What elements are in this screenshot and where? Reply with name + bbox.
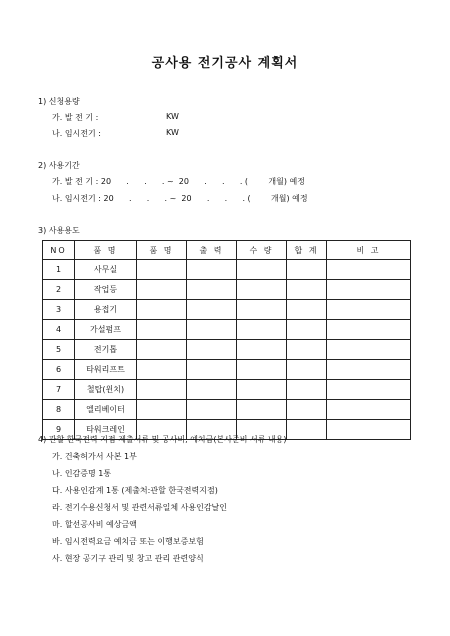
section4-item: 가. 건축허가서 사본 1부 — [52, 452, 137, 461]
table-header-cell: 품 명 — [137, 241, 187, 260]
table-cell — [327, 360, 411, 380]
table-cell — [237, 280, 287, 300]
table-cell — [137, 260, 187, 280]
table-row — [43, 360, 411, 380]
section4-item: 나. 인감증명 1통 — [52, 469, 112, 478]
table-cell — [287, 420, 327, 440]
table-cell — [187, 280, 237, 300]
table-cell — [327, 320, 411, 340]
section1-heading: 1) 신청용량 — [38, 97, 80, 106]
row-item-name: 가설펌프 — [75, 320, 137, 340]
table-header-cell: 비 고 — [327, 241, 411, 260]
section4-heading: 4) 관할 한국전력 지점 제출서류 및 공사비, 예치금(본사준비 서류 내용) — [38, 435, 287, 444]
section4-item: 다. 사용인감계 1통 (제출처:관할 한국전력지점) — [52, 486, 218, 495]
table-cell — [137, 400, 187, 420]
table-cell — [137, 300, 187, 320]
table-header-row — [43, 241, 411, 260]
row-item-name: 철탑(윈치) — [75, 380, 137, 400]
table-cell — [237, 380, 287, 400]
table-cell — [237, 260, 287, 280]
row-item-name: 전기톱 — [75, 340, 137, 360]
table-cell — [287, 380, 327, 400]
table-header-cell: NO — [43, 241, 75, 260]
table-cell — [327, 280, 411, 300]
table-cell — [287, 400, 327, 420]
row-number: 8 — [43, 400, 75, 420]
table-cell — [237, 360, 287, 380]
row-item-name: 타워크레인 — [75, 420, 137, 440]
row-item-name: 용접기 — [75, 300, 137, 320]
table-cell — [287, 260, 327, 280]
table-cell — [137, 280, 187, 300]
table-cell — [187, 300, 237, 320]
section1-row-unit: KW — [166, 112, 179, 121]
table-cell — [237, 320, 287, 340]
table-cell — [137, 320, 187, 340]
table-header-cell: 출 력 — [187, 241, 237, 260]
row-number: 7 — [43, 380, 75, 400]
table-row — [43, 380, 411, 400]
section4-item: 사. 현장 공기구 관리 및 창고 관리 관련양식 — [52, 554, 204, 563]
table-cell — [137, 340, 187, 360]
table-cell — [137, 360, 187, 380]
section2-row: 나. 임시전기 : 20 . . . ~ 20 . . . ( 개월) 예정 — [52, 194, 308, 203]
table-cell — [237, 300, 287, 320]
table-cell — [187, 320, 237, 340]
table-cell — [237, 340, 287, 360]
section2-heading: 2) 사용기간 — [38, 161, 80, 170]
row-item-name: 엘리베이터 — [75, 400, 137, 420]
row-item-name: 타워리프트 — [75, 360, 137, 380]
table-cell — [287, 280, 327, 300]
section1-row-label: 나. 임시전기 : — [52, 129, 101, 138]
usage-table — [42, 240, 411, 440]
row-number: 9 — [43, 420, 75, 440]
table-cell — [327, 380, 411, 400]
table-cell — [327, 300, 411, 320]
table-row — [43, 340, 411, 360]
row-number: 6 — [43, 360, 75, 380]
section3-heading: 3) 사용용도 — [38, 226, 80, 235]
row-number: 5 — [43, 340, 75, 360]
section4-item: 마. 할선공사비 예상금액 — [52, 520, 137, 529]
section4-item: 라. 전기수용신청서 및 관련서류일체 사용인감날인 — [52, 503, 228, 512]
table-cell — [187, 260, 237, 280]
table-cell — [287, 360, 327, 380]
table-cell — [187, 380, 237, 400]
table-row — [43, 320, 411, 340]
row-number: 1 — [43, 260, 75, 280]
table-cell — [287, 340, 327, 360]
table-cell — [187, 360, 237, 380]
table-cell — [137, 380, 187, 400]
section1-row-label: 가. 발 전 기 : — [52, 113, 99, 122]
row-number: 4 — [43, 320, 75, 340]
table-header-cell: 품 명 — [75, 241, 137, 260]
table-row — [43, 300, 411, 320]
table-cell — [327, 260, 411, 280]
table-cell — [287, 300, 327, 320]
table-cell — [187, 340, 237, 360]
table-row — [43, 260, 411, 280]
table-cell — [327, 340, 411, 360]
row-item-name: 사무실 — [75, 260, 137, 280]
row-number: 3 — [43, 300, 75, 320]
table-cell — [237, 400, 287, 420]
table-header-cell: 합 계 — [287, 241, 327, 260]
section1-row-unit: KW — [166, 128, 179, 137]
table-row — [43, 280, 411, 300]
table-row — [43, 400, 411, 420]
table-cell — [287, 320, 327, 340]
section2-row: 가. 발 전 기 : 20 . . . ~ 20 . . . ( 개월) 예정 — [52, 177, 305, 186]
section4-item: 바. 임시전력요금 예치금 또는 이행보증보험 — [52, 537, 204, 546]
table-cell — [187, 400, 237, 420]
table-cell — [327, 400, 411, 420]
row-number: 2 — [43, 280, 75, 300]
row-item-name: 작업등 — [75, 280, 137, 300]
page-title: 공사용 전기공사 계획서 — [151, 56, 299, 71]
table-header-cell: 수 량 — [237, 241, 287, 260]
table-cell — [327, 420, 411, 440]
